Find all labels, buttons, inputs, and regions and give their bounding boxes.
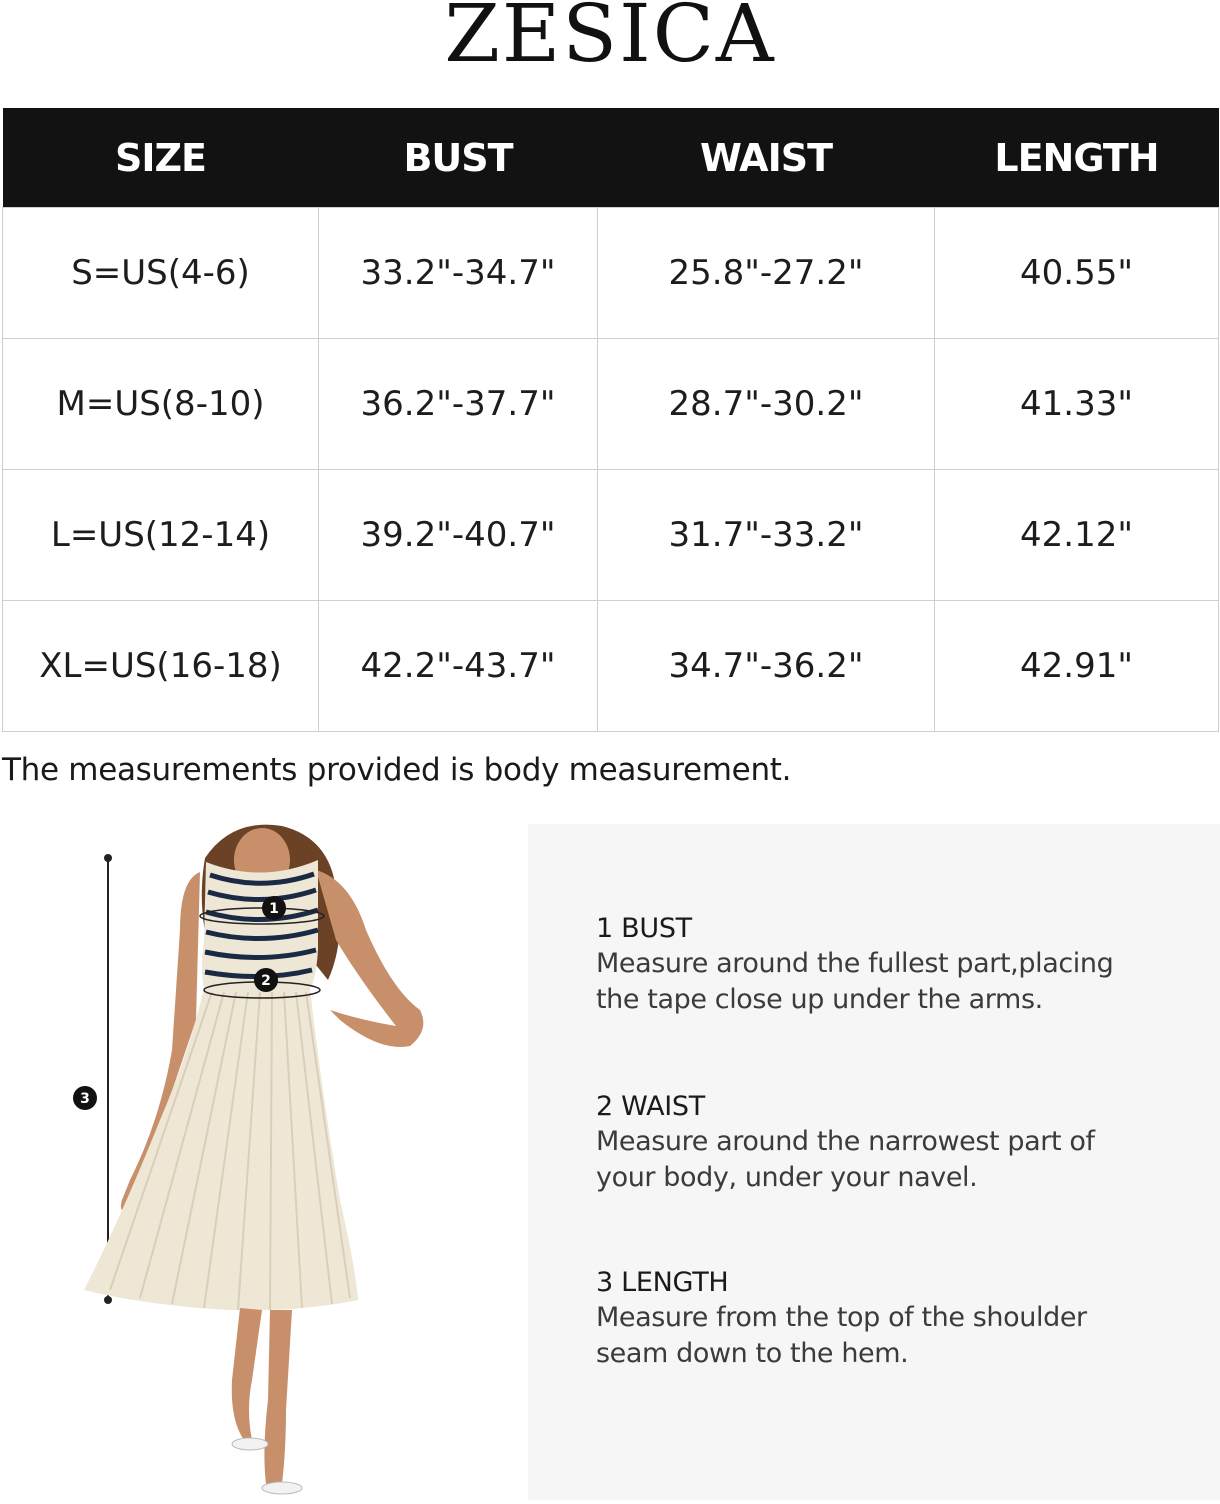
- length-cell: 42.12": [935, 470, 1219, 601]
- header-bust: BUST: [319, 108, 598, 208]
- size-chart-table: [2, 108, 1219, 732]
- guide-length-title: 3 LENGTH: [596, 1267, 729, 1298]
- length-cell: 41.33": [935, 339, 1219, 470]
- badge-bust-label: 1: [269, 901, 279, 917]
- guide-bust-line-1: Measure around the fullest part,placing: [596, 948, 1114, 979]
- table-row: [3, 339, 1219, 470]
- table-row: [3, 470, 1219, 601]
- size-cell: L=US(12-14): [3, 470, 319, 601]
- bust-cell: 42.2"-43.7": [319, 601, 598, 732]
- length-cell: 40.55": [935, 208, 1219, 339]
- table-row: [3, 208, 1219, 339]
- badge-waist-label: 2: [261, 973, 271, 989]
- bust-cell: 33.2"-34.7": [319, 208, 598, 339]
- right-leg: [264, 1310, 292, 1484]
- size-cell: S=US(4-6): [3, 208, 319, 339]
- guide-waist-line-2: your body, under your navel.: [596, 1162, 978, 1193]
- model-illustration: [0, 820, 520, 1500]
- measurement-note: The measurements provided is body measurement.: [2, 752, 792, 788]
- model-figure: [0, 820, 520, 1500]
- pleated-skirt: [84, 988, 358, 1310]
- header-waist: WAIST: [598, 108, 935, 208]
- length-line-bottom-dot: [104, 1296, 112, 1304]
- header-size: SIZE: [3, 108, 319, 208]
- guide-waist-line-1: Measure around the narrowest part of: [596, 1126, 1095, 1157]
- bust-cell: 36.2"-37.7": [319, 339, 598, 470]
- waist-cell: 34.7"-36.2": [598, 601, 935, 732]
- guide-bust-title: 1 BUST: [596, 913, 692, 944]
- badge-length-label: 3: [80, 1091, 90, 1107]
- measurement-guide: [528, 824, 1220, 1500]
- waist-cell: 25.8"-27.2": [598, 208, 935, 339]
- guide-bust: [596, 912, 1196, 1018]
- bust-cell: 39.2"-40.7": [319, 470, 598, 601]
- waist-cell: 31.7"-33.2": [598, 470, 935, 601]
- size-cell: XL=US(16-18): [3, 601, 319, 732]
- guide-length-line-2: seam down to the hem.: [596, 1338, 909, 1369]
- header-length: LENGTH: [935, 108, 1219, 208]
- brand-logo: ZESICA: [444, 0, 776, 80]
- guide-length: [596, 1266, 1196, 1372]
- length-cell: 42.91": [935, 601, 1219, 732]
- table-row: [3, 601, 1219, 732]
- left-leg: [232, 1308, 262, 1440]
- guide-waist-title: 2 WAIST: [596, 1091, 705, 1122]
- guide-bust-line-2: the tape close up under the arms.: [596, 984, 1043, 1015]
- left-shoe: [232, 1438, 268, 1450]
- table-header-row: [3, 108, 1219, 208]
- length-line-top-dot: [104, 854, 112, 862]
- right-shoe: [262, 1482, 302, 1494]
- guide-length-line-1: Measure from the top of the shoulder: [596, 1302, 1087, 1333]
- size-cell: M=US(8-10): [3, 339, 319, 470]
- waist-cell: 28.7"-30.2": [598, 339, 935, 470]
- guide-waist: [596, 1090, 1196, 1196]
